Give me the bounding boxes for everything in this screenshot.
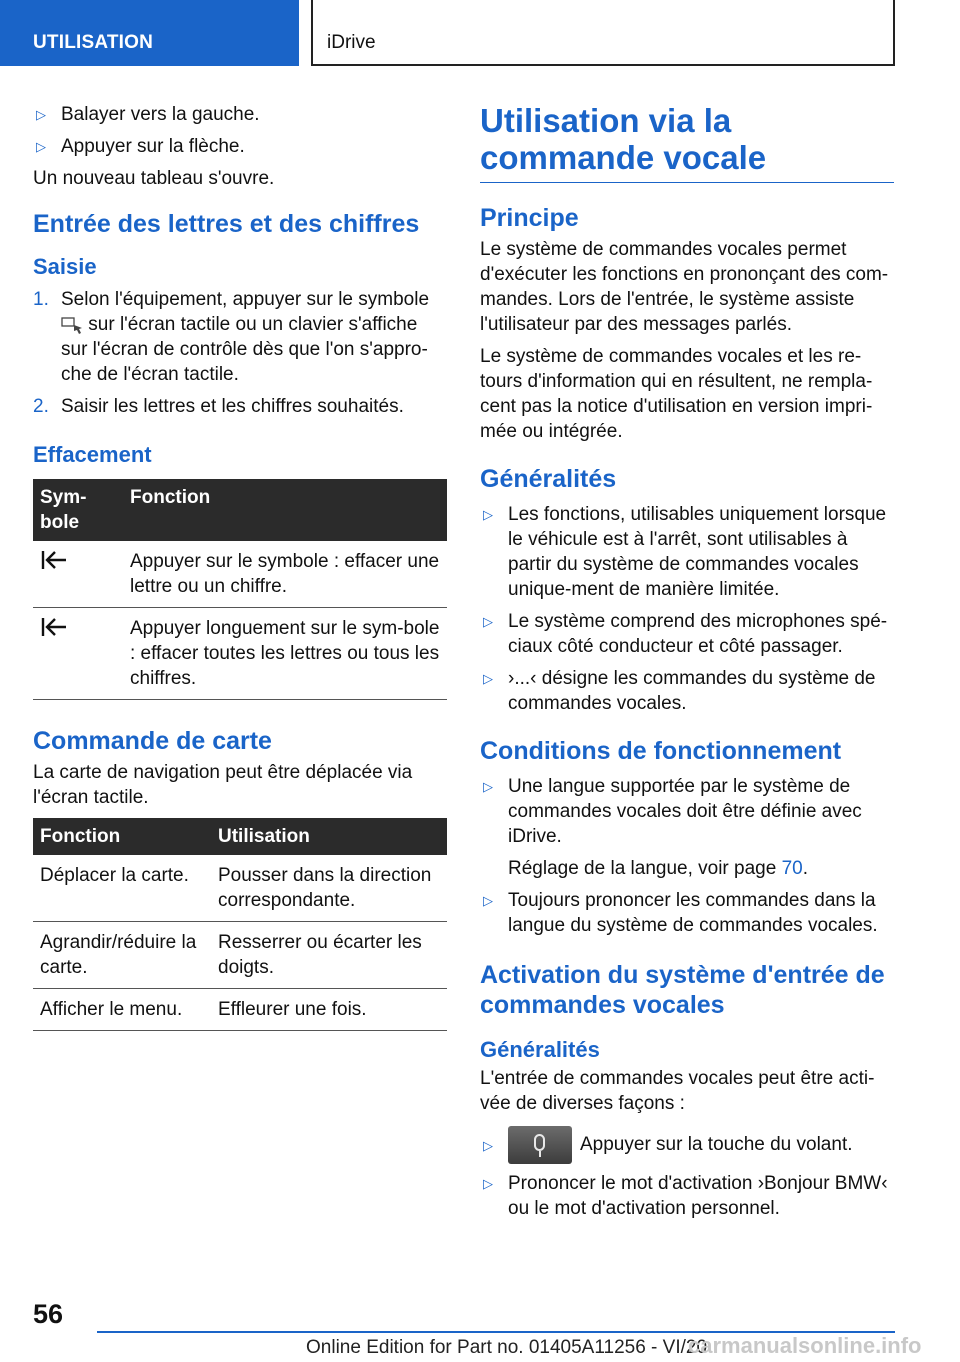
step-number: 1. (33, 289, 49, 310)
chapter-tab (311, 0, 895, 66)
table-cell: Afficher le menu. (33, 989, 211, 1031)
paragraph: Le système de commandes vocales permet d'exécuter les fonctions en prononçant des com-mandes. Lors de l'entrée, le système assiste l'utilisateur par des messages parlés. (480, 239, 889, 335)
chapter-title: iDrive (327, 32, 376, 53)
table-row (33, 855, 447, 922)
backspace-icon (40, 622, 68, 643)
list-item: ▷ Appuyer sur la touche du volant. (480, 1126, 894, 1164)
table-cell: Déplacer la carte. (33, 855, 211, 922)
right-column (480, 102, 894, 1228)
list-item: ▷ Prononcer le mot d'activation ›Bonjour BMW‹ ou le mot d'activation personnel. (480, 1171, 894, 1221)
table-cell: Resserrer ou écarter les doigts. (211, 922, 447, 989)
table-row (33, 608, 447, 700)
page-title: Utilisation via la commande vocale (480, 102, 894, 183)
table-row (33, 541, 447, 608)
table-header: Fonction (33, 818, 211, 855)
watermark: carmanualsonline.info (688, 1333, 922, 1358)
heading-generalites: Généralités (480, 465, 617, 493)
table-row (33, 989, 447, 1031)
heading-letters: Entrée des lettres et des chiffres (33, 210, 420, 238)
paragraph: Un nouveau tableau s'ouvre. (33, 168, 275, 189)
table-cell: Pousser dans la direction correspondante. (211, 855, 447, 922)
table-header: Fonction (123, 479, 447, 541)
heading-principe: Principe (480, 204, 579, 232)
page-link[interactable]: 70 (781, 858, 803, 879)
heading-saisie: Saisie (33, 254, 97, 279)
step-text-post: sur l'écran tactile ou un clavier s'affiche sur l'écran de contrôle dès que l'on s'appro-che de l'écran tactile. (61, 314, 428, 385)
table-cell: Appuyer longuement sur le sym-bole : effacer toutes les lettres ou tous les chiffres. (123, 608, 447, 700)
step-number: 2. (33, 396, 49, 417)
steering-voice-button-icon (508, 1126, 572, 1164)
triangle-bullet-icon: ▷ (483, 779, 493, 794)
triangle-bullet-icon: ▷ (483, 507, 493, 522)
triangle-bullet-icon: ▷ (36, 107, 46, 122)
section-tab (0, 0, 299, 66)
heading-conditions: Conditions de fonctionnement (480, 737, 842, 765)
table-row (33, 922, 447, 989)
list-item: ▷ Les fonctions, utilisables uniquement lorsque le véhicule est à l'arrêt, sont utilisables à partir du système de commandes vocales unique-ment de manière limitée. (480, 502, 894, 602)
paragraph: Le système de commandes vocales et les re-tours d'information qui en résultent, ne rempla-cent pas la notice d'utilisation en version impri-mée ou intégrée. (480, 346, 873, 442)
step-1 (33, 287, 447, 387)
heading-activation: Activation du système d'entrée de commandes vocales (480, 961, 885, 1019)
left-column (33, 102, 447, 1037)
triangle-bullet-icon: ▷ (483, 893, 493, 908)
triangle-bullet-icon: ▷ (483, 1176, 493, 1191)
step-2 (33, 394, 447, 419)
backspace-icon (40, 555, 68, 576)
step-text: Saisir les lettres et les chiffres souhaités. (61, 396, 404, 417)
triangle-bullet-icon: ▷ (36, 139, 46, 154)
erase-table (33, 479, 447, 700)
list-item: ▷ Toujours prononcer les commandes dans la langue du système de commandes vocales. (480, 888, 894, 938)
table-header: Utilisation (211, 818, 447, 855)
section-title: UTILISATION (33, 32, 154, 53)
table-cell: Agrandir/réduire la carte. (33, 922, 211, 989)
page-number: 56 (33, 1299, 64, 1329)
sub-paragraph: Réglage de la langue, voir page 70. (508, 858, 809, 879)
heading-effacement: Effacement (33, 442, 152, 467)
list-item: ▷ Appuyer sur la flèche. (33, 134, 447, 159)
list-item: ▷ Le système comprend des microphones spé-ciaux côté conducteur et côté passager. (480, 609, 894, 659)
triangle-bullet-icon: ▷ (483, 614, 493, 629)
step-text-pre: Selon l'équipement, appuyer sur le symbole (61, 289, 430, 310)
table-header: Sym-bole (33, 479, 123, 541)
list-item: ▷ Balayer vers la gauche. (33, 102, 447, 127)
keyboard-touch-icon (61, 317, 83, 333)
edition-text: Online Edition for Part no. 01405A11256 - VI/20 (306, 1337, 708, 1358)
heading-generalites-2: Généralités (480, 1037, 600, 1062)
list-item: ▷ Une langue supportée par le système de commandes vocales doit être définie avec iDrive. (480, 774, 894, 849)
map-table (33, 818, 447, 1031)
triangle-bullet-icon: ▷ (483, 671, 493, 686)
table-cell: Effleurer une fois. (211, 989, 447, 1031)
paragraph: L'entrée de commandes vocales peut être acti-vée de diverses façons : (480, 1068, 875, 1114)
triangle-bullet-icon: ▷ (483, 1137, 493, 1153)
paragraph: La carte de navigation peut être déplacée via l'écran tactile. (33, 762, 413, 808)
list-item: ▷ ›...‹ désigne les commandes du système de commandes vocales. (480, 666, 894, 716)
table-cell: Appuyer sur le symbole : effacer une lettre ou un chiffre. (123, 541, 447, 608)
heading-map: Commande de carte (33, 727, 272, 755)
